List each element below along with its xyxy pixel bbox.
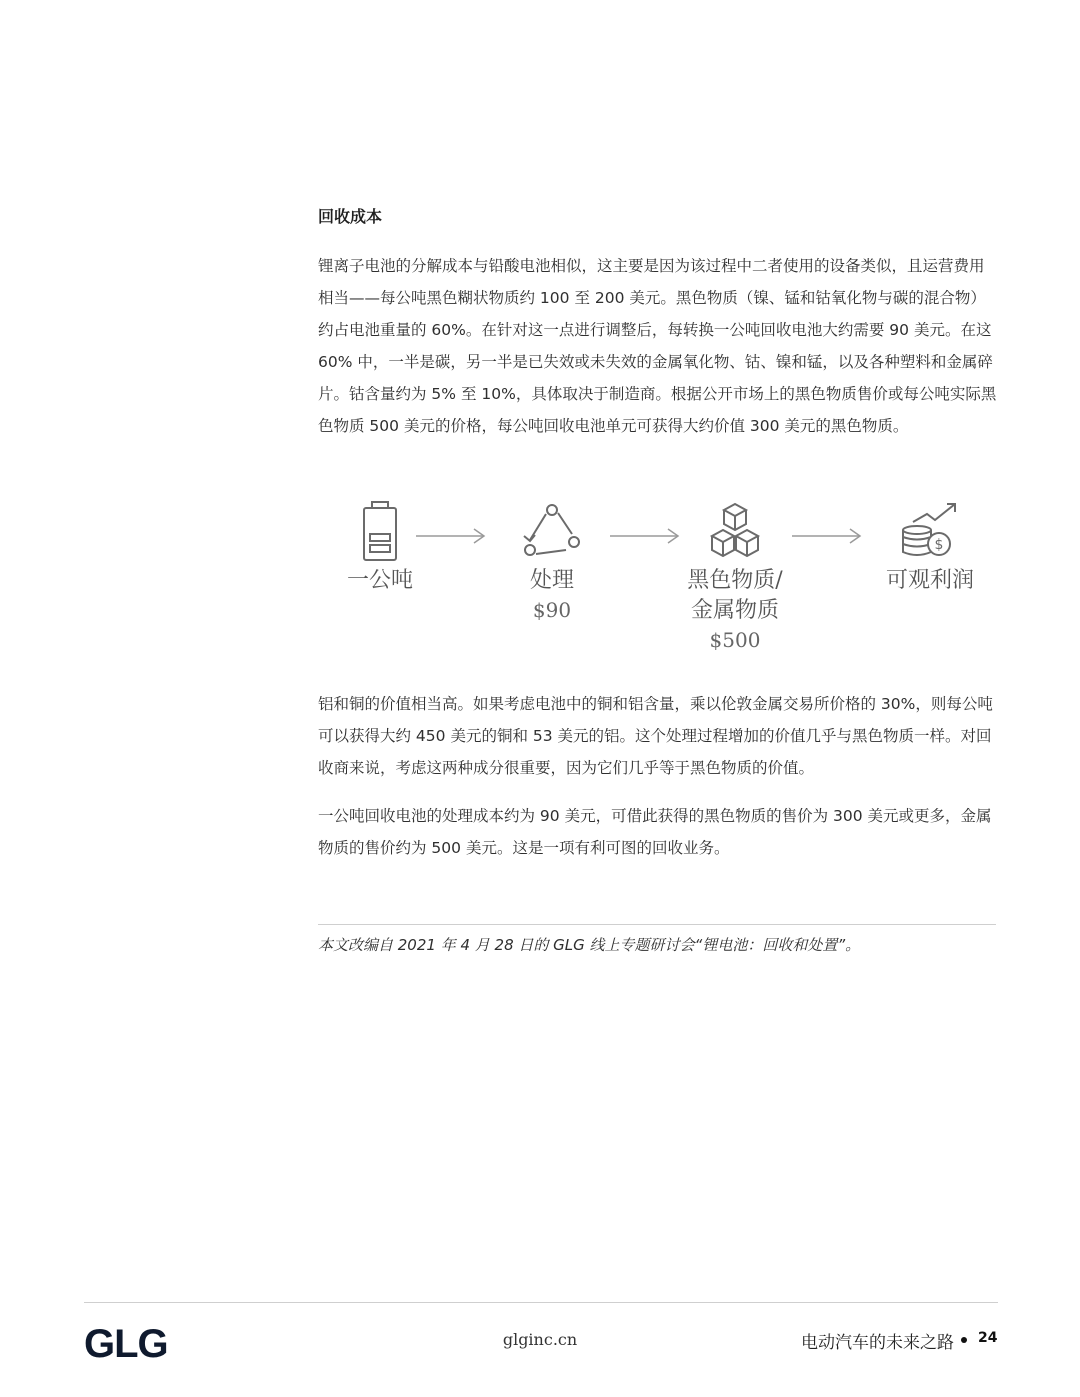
step-label-profit: 可观利润 xyxy=(885,568,974,593)
process-flow-diagram xyxy=(330,500,1010,670)
note-divider xyxy=(318,924,996,925)
page-number: 24 xyxy=(978,1330,998,1346)
step-price-processing: $90 xyxy=(532,598,572,622)
flow-step-black-metal-mass xyxy=(670,500,800,654)
flow-step-one-ton xyxy=(330,500,430,596)
paragraph-aluminum-copper: 铝和铜的价值相当高。如果考虑电池中的铜和铝含量，乘以伦敦金属交易所价格的 30%，则每公吨可以获得大约 450 美元的铜和 53 美元的铝。这个处理过程增加的价值几乎与黑色物质一样。对回收商来说，考虑这两种成分很重要，因为它们几乎等于黑色物质的价值。 xyxy=(318,695,993,777)
battery-icon xyxy=(360,500,400,562)
source-note: 本文改编自 2021 年 4 月 28 日的 GLG 线上专题研讨会“锂电池：回收和处置”。 xyxy=(318,936,861,954)
step-label-metal-mass: 金属物质 xyxy=(690,598,779,623)
flow-step-processing xyxy=(502,500,602,624)
footer-divider xyxy=(84,1302,998,1303)
arrow-icon xyxy=(416,526,488,546)
step-label-black-mass: 黑色物质/ xyxy=(687,568,783,593)
footer-site-link[interactable]: glginc.cn xyxy=(502,1330,578,1349)
step-label-processing: 处理 xyxy=(529,568,574,593)
cubes-icon xyxy=(706,500,764,562)
arrow-icon xyxy=(792,526,864,546)
coins-growth-icon xyxy=(897,500,963,562)
section-title: 回收成本 xyxy=(318,207,383,226)
svg-text:$: $ xyxy=(934,537,944,553)
paragraph-recycling-cost: 锂离子电池的分解成本与铅酸电池相似，这主要是因为该过程中二者使用的设备类似，且运营费用相当——每公吨黑色糊状物质约 100 至 200 美元。黑色物质（镍、锰和钴氧化物与碳的混合物）约占电池重量的 60%。在针对这一点进行调整后，每转换一公吨回收电池大约需要 90 美元。在这 60% 中，一半是碳，另一半是已失效或未失效的金属氧化物、钴、镍和锰，以及各种塑料和金属碎片。钴含量约为 5% 至 10%，具体取决于制造商。根据公开市场上的黑色物质售价或每公吨实际黑色物质 500 美元的价格，每公吨回收电池单元可获得大约价值 300 美元的黑色物质。 xyxy=(318,257,997,435)
step-price-mass: $500 xyxy=(709,628,761,652)
glg-logo: GLG xyxy=(84,1322,168,1366)
flow-step-profit xyxy=(870,500,990,596)
footer-bullet xyxy=(961,1337,967,1343)
paragraph-summary: 一公吨回收电池的处理成本约为 90 美元，可借此获得的黑色物质的售价为 300 美元或更多，金属物质的售价约为 500 美元。这是一项有利可图的回收业务。 xyxy=(318,807,992,857)
recycle-icon xyxy=(522,500,582,562)
step-label-one-ton: 一公吨 xyxy=(346,568,413,593)
footer-doc-title: 电动汽车的未来之路 xyxy=(801,1333,954,1353)
